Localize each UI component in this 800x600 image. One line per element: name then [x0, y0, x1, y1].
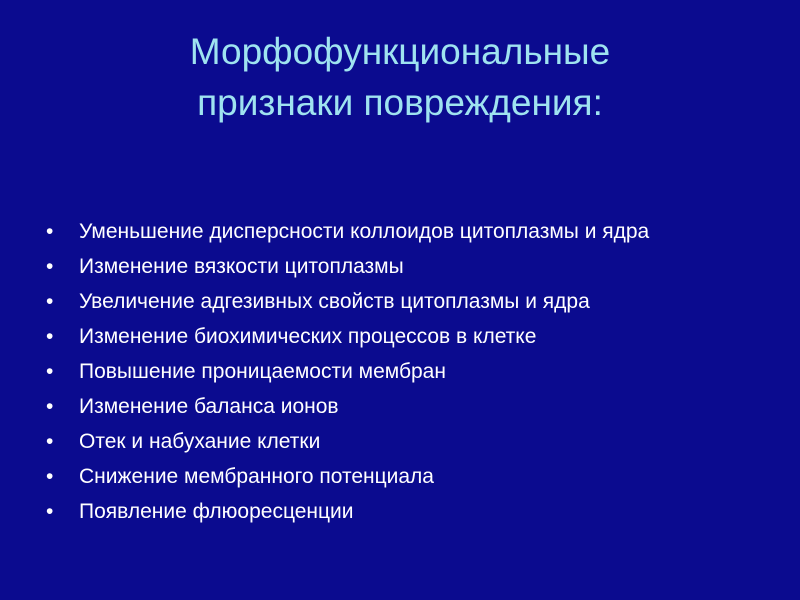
bullet-icon: • [46, 465, 54, 488]
bullet-icon: • [46, 290, 54, 313]
slide-title-line-2: признаки повреждения: [197, 82, 603, 123]
list-item-text: Уменьшение дисперсности коллоидов цитоплазмы и ядра [79, 220, 650, 243]
list-item [44, 463, 764, 490]
list-item-text: Изменение баланса ионов [79, 395, 339, 418]
list-item [44, 323, 764, 350]
list-item-text: Отек и набухание клетки [79, 430, 321, 453]
list-item-text: Появление флюоресценции [79, 500, 354, 523]
list-item [44, 253, 764, 280]
bullet-icon: • [46, 395, 54, 418]
list-item-text: Снижение мембранного потенциала [79, 465, 434, 488]
list-item-text: Изменение вязкости цитоплазмы [79, 255, 404, 278]
bullet-icon: • [46, 220, 54, 243]
list-item [44, 288, 764, 315]
list-item [44, 358, 764, 385]
bullet-icon: • [46, 325, 54, 348]
slide-title-line-1: Морфофункциональные [189, 31, 611, 72]
bullet-icon: • [46, 360, 54, 383]
bullet-list [44, 218, 764, 533]
list-item [44, 498, 764, 525]
list-item-text: Изменение биохимических процессов в клетке [79, 325, 537, 348]
bullet-icon: • [46, 500, 54, 523]
list-item-text: Повышение проницаемости мембран [79, 360, 446, 383]
bullet-icon: • [46, 255, 54, 278]
list-item [44, 393, 764, 420]
list-item [44, 218, 764, 245]
list-item-text: Увеличение адгезивных свойств цитоплазмы и ядра [79, 290, 590, 313]
bullet-icon: • [46, 430, 54, 453]
list-item [44, 428, 764, 455]
